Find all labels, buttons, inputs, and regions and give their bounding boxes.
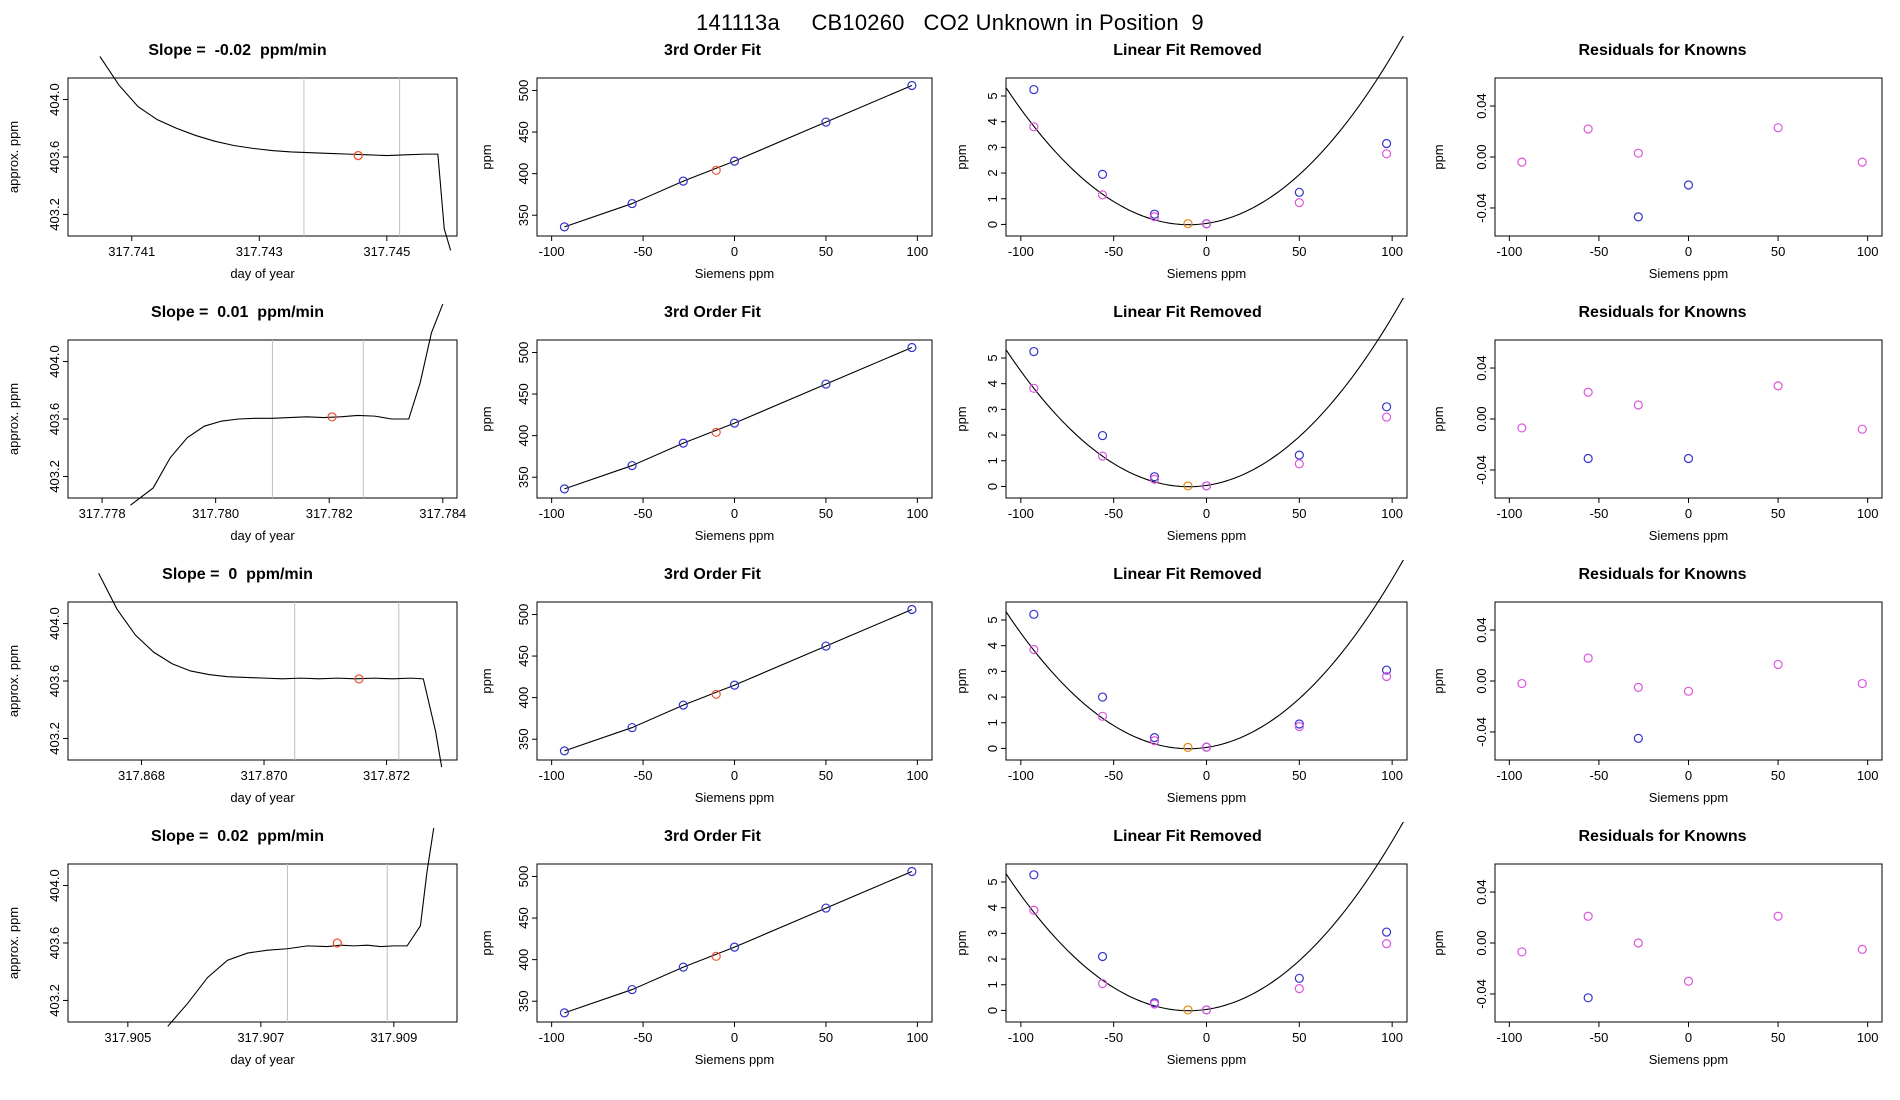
svg-text:50: 50 — [1770, 1030, 1786, 1045]
svg-text:317.782: 317.782 — [305, 506, 353, 521]
svg-text:0: 0 — [730, 1030, 739, 1045]
svg-text:5: 5 — [985, 354, 1000, 362]
third-order-fit-panel-svg — [475, 36, 950, 298]
linear-fit-removed-panel-row1 — [950, 36, 1425, 298]
svg-text:0: 0 — [1202, 506, 1211, 521]
svg-text:Siemens ppm: Siemens ppm — [694, 790, 775, 805]
svg-text:-100: -100 — [1496, 1030, 1523, 1045]
svg-text:403.6: 403.6 — [47, 140, 62, 174]
svg-text:ppm: ppm — [1431, 930, 1446, 956]
svg-text:403.6: 403.6 — [47, 926, 62, 960]
svg-text:0: 0 — [1684, 244, 1693, 259]
svg-text:403.2: 403.2 — [47, 460, 62, 493]
svg-text:2: 2 — [985, 955, 1000, 963]
svg-text:Siemens ppm: Siemens ppm — [1648, 266, 1729, 281]
svg-text:100: 100 — [1381, 1030, 1403, 1045]
svg-text:0: 0 — [985, 482, 1000, 491]
svg-text:ppm: ppm — [954, 144, 969, 170]
svg-text:Siemens ppm: Siemens ppm — [1648, 528, 1729, 543]
svg-text:100: 100 — [1856, 506, 1879, 521]
svg-text:100: 100 — [1856, 244, 1879, 259]
svg-text:4: 4 — [985, 118, 1000, 126]
page-title: 141113a CB10260 CO2 Unknown in Position 9 — [696, 10, 1204, 35]
svg-text:317.872: 317.872 — [363, 768, 411, 783]
svg-text:350: 350 — [516, 990, 531, 1013]
residuals-panel-row2 — [1425, 298, 1900, 560]
linear-fit-removed-panel-title: Linear Fit Removed — [1113, 828, 1262, 845]
svg-text:317.868: 317.868 — [118, 768, 166, 783]
svg-text:ppm: ppm — [954, 406, 969, 432]
svg-text:Siemens ppm: Siemens ppm — [694, 266, 775, 281]
svg-text:day of year: day of year — [230, 266, 295, 281]
third-order-fit-panel-row3 — [475, 560, 950, 822]
linear-fit-removed-panel-title: Linear Fit Removed — [1113, 566, 1262, 583]
svg-text:50: 50 — [1292, 1030, 1307, 1045]
svg-text:-0.04: -0.04 — [1474, 979, 1489, 1009]
svg-text:1: 1 — [985, 719, 1000, 727]
svg-text:ppm: ppm — [1431, 406, 1446, 432]
svg-text:-0.04: -0.04 — [1474, 717, 1489, 747]
svg-text:1: 1 — [985, 981, 1000, 989]
svg-text:day of year: day of year — [230, 790, 295, 805]
svg-text:3: 3 — [985, 143, 1000, 151]
svg-text:400: 400 — [516, 686, 531, 709]
svg-text:50: 50 — [818, 768, 834, 783]
third-order-fit-panel-title: 3rd Order Fit — [664, 828, 761, 845]
svg-text:403.2: 403.2 — [47, 984, 62, 1017]
svg-text:approx. ppm: approx. ppm — [6, 906, 21, 980]
svg-text:500: 500 — [516, 341, 531, 364]
svg-text:2: 2 — [985, 169, 1000, 177]
svg-text:350: 350 — [516, 204, 531, 227]
timeseries-panel-row3 — [0, 560, 475, 822]
svg-text:403.6: 403.6 — [47, 402, 62, 436]
svg-text:4: 4 — [985, 642, 1000, 650]
svg-text:0.00: 0.00 — [1474, 406, 1489, 432]
residuals-panel-svg — [1425, 36, 1900, 298]
svg-text:5: 5 — [985, 92, 1000, 100]
third-order-fit-panel-title: 3rd Order Fit — [664, 42, 761, 59]
third-order-fit-panel-svg — [475, 560, 950, 822]
svg-text:450: 450 — [516, 383, 531, 405]
svg-text:ppm: ppm — [954, 668, 969, 694]
svg-text:50: 50 — [1292, 768, 1307, 783]
linear-fit-removed-panel-svg — [950, 822, 1425, 1084]
svg-text:317.743: 317.743 — [235, 244, 283, 259]
svg-text:450: 450 — [516, 121, 531, 143]
svg-text:0: 0 — [985, 1006, 1000, 1015]
svg-text:0.04: 0.04 — [1474, 617, 1489, 643]
svg-text:ppm: ppm — [479, 930, 494, 956]
svg-text:317.784: 317.784 — [419, 506, 467, 521]
svg-text:0: 0 — [730, 506, 739, 521]
linear-fit-removed-panel-row3 — [950, 560, 1425, 822]
svg-text:100: 100 — [906, 768, 929, 783]
svg-text:Siemens ppm: Siemens ppm — [1648, 790, 1729, 805]
svg-text:50: 50 — [1292, 506, 1307, 521]
timeseries-panel-row2 — [0, 298, 475, 560]
timeseries-panel-title: Slope = 0.01 ppm/min — [151, 304, 324, 321]
svg-text:3: 3 — [985, 929, 1000, 937]
svg-text:-100: -100 — [1496, 506, 1523, 521]
svg-text:100: 100 — [906, 1030, 929, 1045]
svg-text:100: 100 — [1856, 1030, 1879, 1045]
svg-text:0: 0 — [985, 220, 1000, 229]
svg-text:-50: -50 — [633, 1030, 653, 1045]
svg-text:-50: -50 — [1589, 244, 1609, 259]
svg-text:500: 500 — [516, 865, 531, 888]
svg-text:-100: -100 — [1496, 768, 1523, 783]
svg-text:Siemens ppm: Siemens ppm — [1166, 528, 1247, 543]
svg-text:317.909: 317.909 — [370, 1030, 418, 1045]
residuals-panel-row4 — [1425, 822, 1900, 1084]
third-order-fit-panel-row4 — [475, 822, 950, 1084]
svg-text:-50: -50 — [633, 506, 653, 521]
svg-text:317.741: 317.741 — [108, 244, 156, 259]
svg-text:Siemens ppm: Siemens ppm — [1166, 266, 1247, 281]
svg-text:0.04: 0.04 — [1474, 93, 1489, 119]
timeseries-panel-svg — [0, 36, 475, 298]
svg-text:Siemens ppm: Siemens ppm — [1648, 1052, 1729, 1067]
svg-text:-50: -50 — [633, 768, 653, 783]
svg-text:1: 1 — [985, 195, 1000, 203]
svg-text:Siemens ppm: Siemens ppm — [694, 528, 775, 543]
svg-text:0: 0 — [1202, 768, 1211, 783]
svg-text:317.907: 317.907 — [237, 1030, 285, 1045]
svg-text:-0.04: -0.04 — [1474, 455, 1489, 485]
svg-text:404.0: 404.0 — [47, 83, 62, 116]
svg-text:-50: -50 — [1104, 506, 1124, 521]
svg-text:403.2: 403.2 — [47, 198, 62, 231]
timeseries-panel-row1 — [0, 36, 475, 298]
svg-text:500: 500 — [516, 79, 531, 102]
svg-text:450: 450 — [516, 645, 531, 667]
third-order-fit-panel-title: 3rd Order Fit — [664, 566, 761, 583]
third-order-fit-panel-svg — [475, 298, 950, 560]
timeseries-panel-svg — [0, 560, 475, 822]
svg-text:0: 0 — [1202, 244, 1211, 259]
svg-text:404.0: 404.0 — [47, 869, 62, 902]
svg-text:-100: -100 — [1007, 1030, 1034, 1045]
timeseries-panel-title: Slope = 0.02 ppm/min — [151, 828, 324, 845]
svg-text:ppm: ppm — [1431, 144, 1446, 170]
residuals-panel-svg — [1425, 560, 1900, 822]
svg-text:400: 400 — [516, 162, 531, 185]
svg-text:50: 50 — [1770, 244, 1786, 259]
svg-text:317.778: 317.778 — [78, 506, 126, 521]
linear-fit-removed-panel-svg — [950, 36, 1425, 298]
svg-text:2: 2 — [985, 693, 1000, 701]
svg-text:0: 0 — [730, 244, 739, 259]
svg-text:317.905: 317.905 — [104, 1030, 152, 1045]
svg-text:403.2: 403.2 — [47, 722, 62, 755]
svg-text:100: 100 — [906, 506, 929, 521]
svg-text:3: 3 — [985, 405, 1000, 413]
svg-text:100: 100 — [1381, 768, 1403, 783]
svg-text:ppm: ppm — [479, 668, 494, 694]
linear-fit-removed-panel-title: Linear Fit Removed — [1113, 42, 1262, 59]
svg-text:5: 5 — [985, 878, 1000, 886]
svg-text:day of year: day of year — [230, 528, 295, 543]
svg-text:4: 4 — [985, 904, 1000, 912]
svg-text:100: 100 — [1856, 768, 1879, 783]
svg-text:-50: -50 — [1104, 1030, 1124, 1045]
svg-text:0.04: 0.04 — [1474, 879, 1489, 905]
timeseries-panel-svg — [0, 822, 475, 1084]
svg-text:-100: -100 — [1007, 768, 1034, 783]
svg-text:ppm: ppm — [479, 406, 494, 432]
residuals-panel-title: Residuals for Knowns — [1578, 828, 1747, 845]
svg-text:0: 0 — [1202, 1030, 1211, 1045]
residuals-panel-row1 — [1425, 36, 1900, 298]
svg-text:Siemens ppm: Siemens ppm — [694, 1052, 775, 1067]
svg-text:2: 2 — [985, 431, 1000, 439]
svg-text:-50: -50 — [1589, 506, 1609, 521]
svg-text:100: 100 — [906, 244, 929, 259]
svg-text:0.00: 0.00 — [1474, 144, 1489, 170]
svg-text:0: 0 — [730, 768, 739, 783]
svg-text:approx. ppm: approx. ppm — [6, 644, 21, 718]
svg-text:-100: -100 — [538, 1030, 565, 1045]
third-order-fit-panel-title: 3rd Order Fit — [664, 304, 761, 321]
svg-text:-100: -100 — [538, 506, 565, 521]
linear-fit-removed-panel-title: Linear Fit Removed — [1113, 304, 1262, 321]
svg-text:0: 0 — [1684, 1030, 1693, 1045]
svg-text:400: 400 — [516, 948, 531, 971]
svg-text:ppm: ppm — [1431, 668, 1446, 694]
svg-text:400: 400 — [516, 424, 531, 447]
linear-fit-removed-panel-svg — [950, 560, 1425, 822]
svg-text:100: 100 — [1381, 506, 1403, 521]
svg-text:317.870: 317.870 — [240, 768, 288, 783]
svg-text:50: 50 — [1770, 768, 1786, 783]
residuals-panel-title: Residuals for Knowns — [1578, 42, 1747, 59]
svg-text:-50: -50 — [1589, 1030, 1609, 1045]
svg-text:day of year: day of year — [230, 1052, 295, 1067]
svg-text:0.00: 0.00 — [1474, 930, 1489, 956]
svg-text:350: 350 — [516, 466, 531, 489]
svg-text:-50: -50 — [633, 244, 653, 259]
svg-text:approx. ppm: approx. ppm — [6, 382, 21, 456]
svg-text:-100: -100 — [538, 244, 565, 259]
svg-text:ppm: ppm — [954, 930, 969, 956]
svg-text:5: 5 — [985, 616, 1000, 624]
timeseries-panel-row4 — [0, 822, 475, 1084]
residuals-panel-svg — [1425, 298, 1900, 560]
linear-fit-removed-panel-row4 — [950, 822, 1425, 1084]
svg-text:-100: -100 — [1007, 244, 1034, 259]
svg-text:50: 50 — [1292, 244, 1307, 259]
residuals-panel-row3 — [1425, 560, 1900, 822]
third-order-fit-panel-svg — [475, 822, 950, 1084]
svg-text:-100: -100 — [1496, 244, 1523, 259]
svg-text:350: 350 — [516, 728, 531, 751]
svg-text:0: 0 — [1684, 506, 1693, 521]
svg-text:500: 500 — [516, 603, 531, 626]
svg-text:50: 50 — [1770, 506, 1786, 521]
panel-grid — [0, 36, 1900, 1084]
residuals-panel-svg — [1425, 822, 1900, 1084]
svg-text:50: 50 — [818, 506, 834, 521]
svg-text:50: 50 — [818, 244, 834, 259]
svg-text:-100: -100 — [538, 768, 565, 783]
svg-text:-50: -50 — [1104, 768, 1124, 783]
svg-text:403.6: 403.6 — [47, 664, 62, 698]
linear-fit-removed-panel-row2 — [950, 298, 1425, 560]
svg-text:0.04: 0.04 — [1474, 355, 1489, 381]
third-order-fit-panel-row1 — [475, 36, 950, 298]
svg-text:404.0: 404.0 — [47, 607, 62, 640]
residuals-panel-title: Residuals for Knowns — [1578, 566, 1747, 583]
svg-text:317.780: 317.780 — [192, 506, 240, 521]
timeseries-panel-title: Slope = -0.02 ppm/min — [148, 42, 327, 59]
svg-text:1: 1 — [985, 457, 1000, 465]
svg-text:50: 50 — [818, 1030, 834, 1045]
linear-fit-removed-panel-svg — [950, 298, 1425, 560]
svg-text:317.745: 317.745 — [363, 244, 411, 259]
residuals-panel-title: Residuals for Knowns — [1578, 304, 1747, 321]
timeseries-panel-svg — [0, 298, 475, 560]
svg-text:0: 0 — [985, 744, 1000, 753]
svg-text:-100: -100 — [1007, 506, 1034, 521]
svg-text:4: 4 — [985, 380, 1000, 388]
svg-text:approx. ppm: approx. ppm — [6, 120, 21, 194]
svg-text:404.0: 404.0 — [47, 345, 62, 378]
timeseries-panel-title: Slope = 0 ppm/min — [162, 566, 313, 583]
svg-text:100: 100 — [1381, 244, 1403, 259]
third-order-fit-panel-row2 — [475, 298, 950, 560]
svg-text:-50: -50 — [1104, 244, 1124, 259]
svg-text:0: 0 — [1684, 768, 1693, 783]
svg-text:Siemens ppm: Siemens ppm — [1166, 1052, 1247, 1067]
svg-text:ppm: ppm — [479, 144, 494, 170]
svg-text:450: 450 — [516, 907, 531, 929]
svg-text:Siemens ppm: Siemens ppm — [1166, 790, 1247, 805]
svg-text:-0.04: -0.04 — [1474, 193, 1489, 223]
svg-text:0.00: 0.00 — [1474, 668, 1489, 694]
svg-text:3: 3 — [985, 667, 1000, 675]
svg-text:-50: -50 — [1589, 768, 1609, 783]
